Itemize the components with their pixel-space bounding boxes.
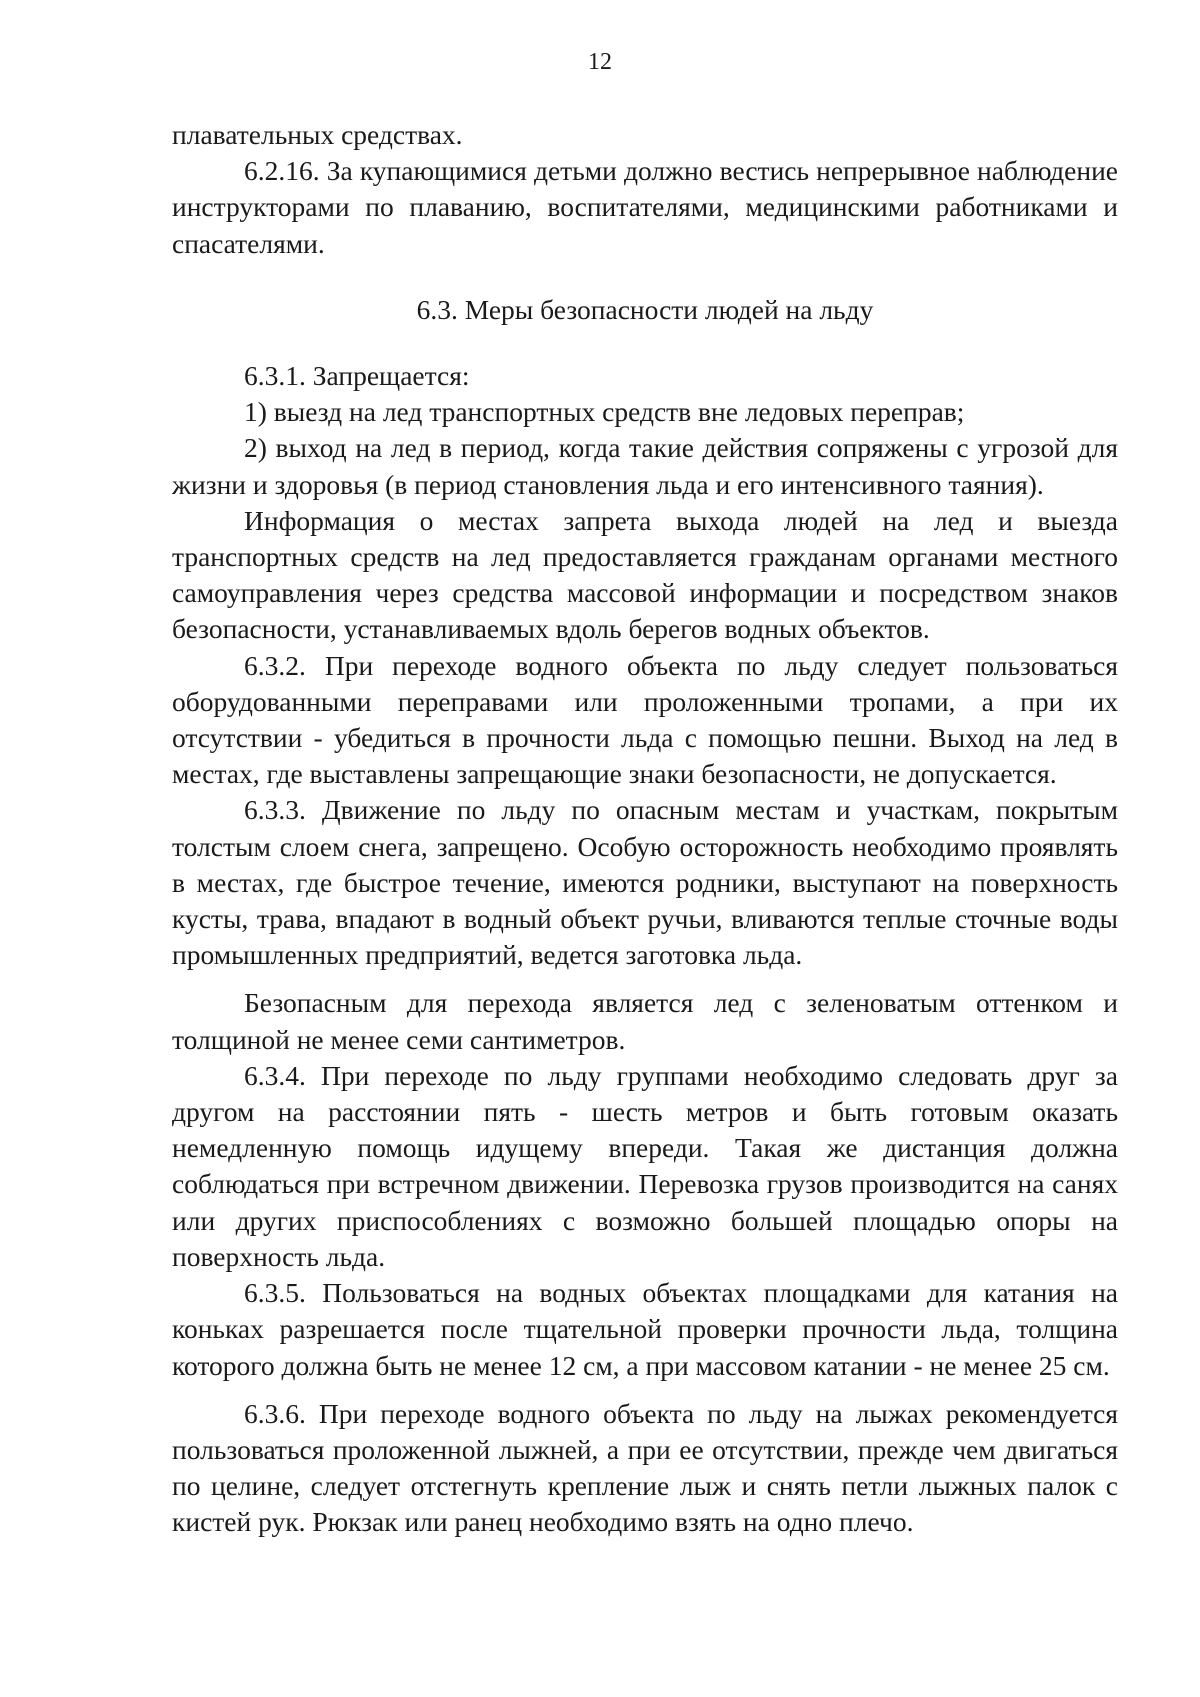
paragraph-6-3-1: 6.3.1. Запрещается: xyxy=(244,360,470,392)
paragraph-6-3-2: 6.3.2. При переходе водного объекта по льду следует пользоваться оборудованными переправами или проложенными тропами, а при их отсутствии - убедиться в прочности льда с помощью пешни. Выход на лед в местах, где выставлены запрещающие знаки безопасности, не допускается. xyxy=(172,649,1118,790)
document-body xyxy=(172,117,1118,1541)
section-heading-6-3: 6.3. Меры безопасности людей на льду xyxy=(416,293,874,325)
paragraph-safe-ice: Безопасным для перехода является лед с зеленоватым оттенком и толщиной не менее семи сантиметров. xyxy=(172,987,1118,1055)
paragraph-6-3-5: 6.3.5. Пользоваться на водных объектах площадками для катания на коньках разрешается после тщательной проверки прочности льда, толщина которого должна быть не менее 12 см, а при массовом катании - не менее 25 см. xyxy=(172,1277,1118,1381)
paragraph-6-2-16: 6.2.16. За купающимися детьми должно вестись непрерывное наблюдение инструкторами по плаванию, воспитателями, медицинскими работниками и спасателями. xyxy=(172,155,1118,259)
paragraph-continuation: плавательных средствах. xyxy=(172,119,463,150)
page-number: 12 xyxy=(588,49,612,75)
list-item-2: 2) выход на лед в период, когда такие действия сопряжены с угрозой для жизни и здоровья (в период становления льда и его интенсивного таяния). xyxy=(172,432,1118,500)
paragraph-6-3-3: 6.3.3. Движение по льду по опасным местам и участкам, покрытым толстым слоем снега, запрещено. Особую осторожность необходимо проявлять в местах, где быстрое течение, имеются родники, выступают на поверхность кусты, трава, впадают в водный объект ручьи, вливаются теплые сточные воды промышленных предприятий, ведется заготовка льда. xyxy=(172,794,1118,971)
paragraph-information: Информация о местах запрета выхода людей на лед и выезда транспортных средств на лед предоставляется гражданам органами местного самоуправления через средства массовой информации и посредством знаков безопасности, устанавливаемых вдоль берегов водных объектов. xyxy=(172,504,1118,645)
list-item-1: 1) выезд на лед транспортных средств вне ледовых переправ; xyxy=(244,396,965,428)
paragraph-6-3-6: 6.3.6. При переходе водного объекта по льду на лыжах рекомендуется пользоваться проложенной лыжней, а при ее отсутствии, прежде чем двигаться по целине, следует отстегнуть крепление лыж и снять петли лыжных палок с кистей рук. Рюкзак или ранец необходимо взять на одно плечо. xyxy=(172,1397,1118,1538)
paragraph-6-3-4: 6.3.4. При переходе по льду группами необходимо следовать друг за другом на расстоянии пять - шесть метров и быть готовым оказать немедленную помощь идущему впереди. Такая же дистанция должна соблюдаться при встречном движении. Перевозка грузов производится на санях или других приспособлениях с возможно большей площадью опоры на поверхность льда. xyxy=(172,1059,1118,1272)
